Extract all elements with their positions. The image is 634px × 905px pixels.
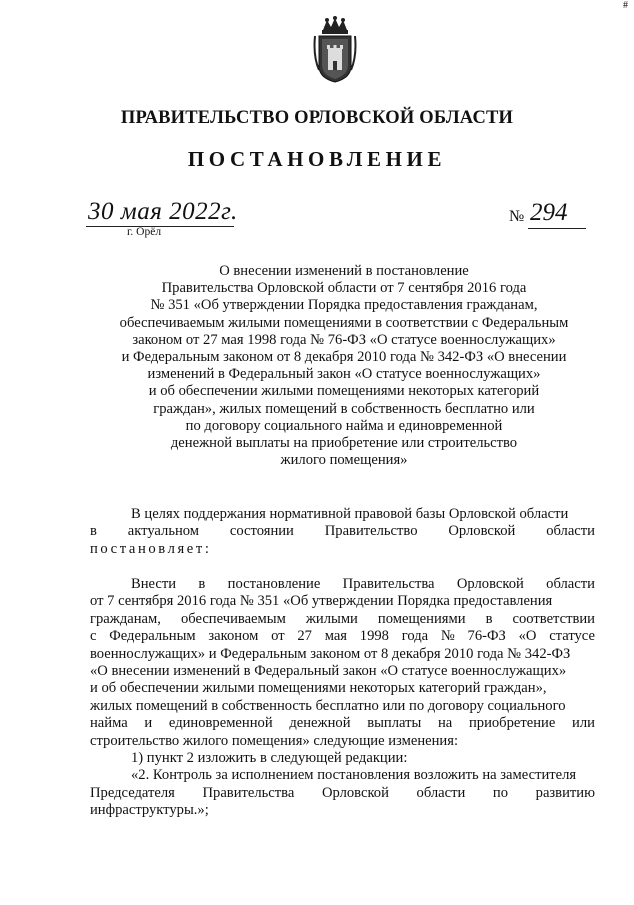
word: области (546, 576, 595, 592)
word: года (401, 628, 429, 645)
word: статусе (549, 628, 595, 645)
quote-line (90, 785, 595, 802)
subject-line: граждан», жилых помещений в собственность бесплатно или (153, 400, 535, 417)
body-line (90, 733, 595, 750)
subject-line: денежной выплаты на приобретение или строительство (170, 435, 518, 452)
subject-line: и Федеральным законом от 8 декабря 2010 года № 342-ФЗ «О внесении (121, 349, 567, 366)
word: Правительства (342, 576, 435, 592)
document-type-title: ПОСТАНОВЛЕНИЕ (187, 147, 447, 171)
organization-title: ПРАВИТЕЛЬСТВО ОРЛОВСКОЙ ОБЛАСТИ (120, 108, 514, 128)
word: Орловской (321, 784, 389, 801)
word: области (416, 784, 466, 801)
word: или (572, 715, 595, 732)
coat-of-arms-icon (313, 16, 357, 84)
quote-line (90, 767, 595, 784)
body-line (90, 680, 595, 697)
word: жилыми (305, 610, 358, 627)
subject-line: обеспечиваемым жилыми помещениями в соответствии с Федеральным (119, 314, 569, 331)
body-line (90, 715, 595, 732)
preamble-text: постановляет: (90, 540, 212, 557)
body-line (90, 663, 595, 680)
word: гражданам, (90, 610, 161, 627)
word: от (271, 628, 285, 645)
preamble (90, 506, 595, 558)
subject-line: № 351 «Об утверждении Порядка предоставления гражданам, (150, 297, 538, 314)
document-city: г. Орёл (127, 226, 162, 238)
word: постановление (227, 576, 321, 592)
subject-line: законом от 27 мая 1998 года № 76-ФЗ «О статусе военнослужащих» (132, 331, 556, 348)
word: «О (518, 628, 537, 645)
word: обеспечиваемым (180, 610, 286, 627)
subject-line: по договору социального найма и единовременной (185, 417, 503, 434)
subject-line: и об обеспечении жилыми помещениями некоторых категорий (148, 383, 540, 400)
word: 76-ФЗ (467, 628, 506, 645)
word: области (546, 523, 595, 540)
word: 27 (297, 628, 312, 645)
document-number: 294 (530, 199, 568, 226)
word: Правительство (324, 523, 418, 540)
word: Председателя (90, 784, 175, 801)
word: актуальном (127, 523, 200, 540)
body-line (90, 646, 595, 663)
body-line (90, 698, 595, 715)
word: помещениями (377, 610, 466, 627)
quote-text: инфраструктуры.»; (90, 802, 209, 819)
word: приобретение (468, 715, 556, 732)
body-text: от 7 сентября 2016 года № 351 «Об утверждении Порядка предоставления (90, 593, 553, 610)
number-underline (528, 228, 586, 229)
word: на (437, 715, 453, 732)
document-date: 30 мая 2022г. (88, 198, 238, 225)
body-text: строительство жилого помещения» следующие изменения: (90, 732, 458, 749)
subject-line: жилого помещения» (280, 452, 408, 469)
corner-mark: # (623, 0, 628, 11)
body-text: жилых помещений в собственность бесплатно или по договору социального (90, 697, 566, 714)
word: по (492, 784, 509, 801)
subject-line: О внесении изменений в постановление (219, 263, 469, 279)
preamble-line (90, 506, 595, 523)
subject-line: изменений в Федеральный закон «О статусе военнослужащих» (147, 366, 541, 383)
number-sign: № (509, 208, 525, 225)
quote-line (90, 802, 595, 819)
word: Орловской (456, 576, 524, 592)
word: в (485, 610, 493, 627)
preamble-line (90, 523, 595, 540)
quote-text: «2. Контроль за исполнением постановления возложить на заместителя (131, 767, 577, 784)
body-text: военнослужащих» и Федеральным законом от 8 декабря 2010 года № 342-ФЗ (90, 645, 571, 662)
amendment-item (90, 750, 595, 767)
word: Правительства (202, 784, 295, 801)
word: развитию (535, 784, 595, 801)
word: выплаты (367, 715, 422, 732)
word: с (90, 628, 97, 645)
body-line (90, 593, 595, 610)
word: 1998 (359, 628, 389, 645)
subject-line: Правительства Орловской области от 7 сентября 2016 года (161, 280, 527, 297)
word: Федеральным (109, 628, 196, 645)
amendment-list (90, 750, 595, 820)
word: денежной (289, 715, 351, 732)
body-line (90, 576, 595, 593)
word: мая (324, 628, 348, 645)
word: законом (208, 628, 259, 645)
word: и (144, 715, 153, 732)
word: Внести (131, 576, 177, 592)
body-text: и об обеспечении жилыми помещениями некоторых категорий граждан», (90, 680, 547, 697)
word: единовременной (168, 715, 273, 732)
word: № (440, 628, 455, 645)
word: в (90, 523, 97, 540)
word: в (198, 576, 206, 592)
word: найма (90, 715, 128, 732)
document-subject (100, 263, 588, 469)
body-line (90, 628, 595, 645)
body-line (90, 611, 595, 628)
body-text: «О внесении изменений в Федеральный закон «О статусе военнослужащих» (90, 662, 567, 679)
preamble-line (90, 541, 595, 558)
preamble-text: В целях поддержания нормативной правовой базы Орловской области (131, 506, 569, 522)
word: Орловской (448, 523, 516, 540)
resolution-body (90, 576, 595, 750)
amendment-item-text: 1) пункт 2 изложить в следующей редакции: (131, 750, 408, 766)
word: состоянии (229, 523, 294, 540)
word: соответствии (512, 610, 595, 627)
